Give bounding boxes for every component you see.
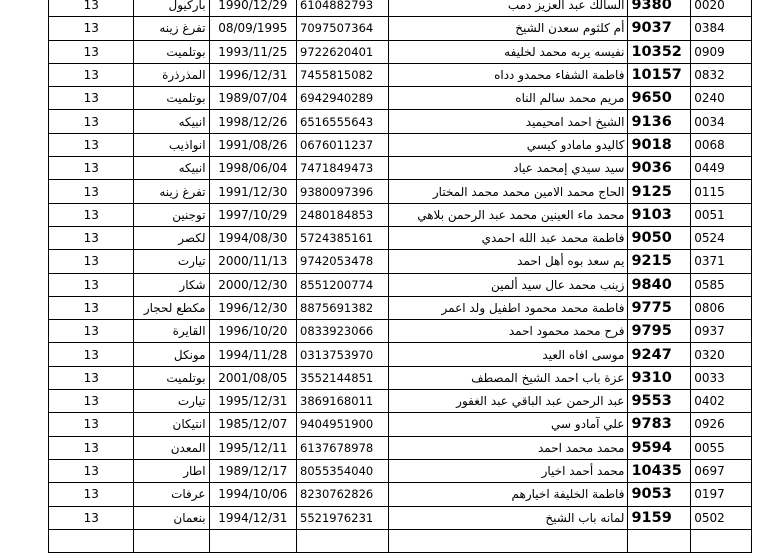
table-row [49,343,752,366]
grade-cell: 13 [49,483,134,506]
birth-date-cell: 08/09/1995 [209,17,296,40]
code-cell: 0524 [691,226,752,249]
code-cell: 0371 [691,250,752,273]
number-cell: 9553 [628,390,691,413]
table-row [49,413,752,436]
birth-date-cell: 1995/12/11 [209,436,296,459]
birth-date-cell: 1995/12/31 [209,390,296,413]
birth-date-cell: 1991/12/30 [209,180,296,203]
phone-cell [297,529,389,552]
place-cell: اطار [134,459,209,482]
phone-cell: 6942940289 [297,87,389,110]
phone-cell: 8875691382 [297,296,389,319]
number-cell: 9775 [628,296,691,319]
code-cell: 0384 [691,17,752,40]
place-cell: عرفات [134,483,209,506]
place-cell: بنعمان [134,506,209,529]
grade-cell: 13 [49,87,134,110]
name-cell: لمانه باب الشيخ [388,506,628,529]
phone-cell: 0833923066 [297,320,389,343]
code-cell: 0937 [691,320,752,343]
grade-cell: 13 [49,110,134,133]
phone-cell: 6516555643 [297,110,389,133]
phone-cell: 9742053478 [297,250,389,273]
table-row [49,273,752,296]
code-cell: 0020 [691,0,752,17]
phone-cell: 5724385161 [297,226,389,249]
place-cell: المذرذرة [134,63,209,86]
table-row [49,436,752,459]
name-cell: الحاج محمد الامين محمد محمد المختار [388,180,628,203]
number-cell: 9136 [628,110,691,133]
name-cell [388,529,628,552]
number-cell: 9159 [628,506,691,529]
code-cell: 0115 [691,180,752,203]
place-cell: بوتلميت [134,366,209,389]
birth-date-cell: 1994/10/06 [209,483,296,506]
grade-cell: 13 [49,320,134,343]
records-table [48,0,752,553]
phone-cell: 3869168011 [297,390,389,413]
number-cell: 9050 [628,226,691,249]
code-cell: 0240 [691,87,752,110]
birth-date-cell: 1996/12/30 [209,296,296,319]
birth-date-cell: 2000/11/13 [209,250,296,273]
number-cell [628,529,691,552]
birth-date-cell [209,529,296,552]
place-cell: انبيكه [134,157,209,180]
grade-cell: 13 [49,203,134,226]
table-row [49,529,752,552]
phone-cell: 2480184853 [297,203,389,226]
table-row [49,0,752,17]
table-row [49,110,752,133]
table-row [49,296,752,319]
place-cell: مونكل [134,343,209,366]
birth-date-cell: 2000/12/30 [209,273,296,296]
name-cell: الشيخ احمد امحيميد [388,110,628,133]
code-cell: 0068 [691,133,752,156]
place-cell: لكصر [134,226,209,249]
birth-date-cell: 1994/08/30 [209,226,296,249]
name-cell: نفيسه يربه محمد لخليفه [388,40,628,63]
number-cell: 9380 [628,0,691,17]
grade-cell [49,529,134,552]
birth-date-cell: 1989/07/04 [209,87,296,110]
birth-date-cell: 1994/11/28 [209,343,296,366]
code-cell: 0034 [691,110,752,133]
number-cell: 10352 [628,40,691,63]
code-cell: 0502 [691,506,752,529]
number-cell: 9594 [628,436,691,459]
table-row [49,17,752,40]
table-row [49,250,752,273]
name-cell: عبد الرحمن عبد الباقي عبد الغفور [388,390,628,413]
phone-cell: 0313753970 [297,343,389,366]
name-cell: أم كلثوم سعدن الشيخ [388,17,628,40]
grade-cell: 13 [49,63,134,86]
name-cell: فاطمة الخليفة اخيارهم [388,483,628,506]
birth-date-cell: 1991/08/26 [209,133,296,156]
phone-cell: 0676011237 [297,133,389,156]
grade-cell: 13 [49,40,134,63]
place-cell: انواذيب [134,133,209,156]
birth-date-cell: 1997/10/29 [209,203,296,226]
place-cell: مكطع لحجار [134,296,209,319]
birth-date-cell: 2001/08/05 [209,366,296,389]
birth-date-cell: 1996/10/20 [209,320,296,343]
code-cell: 0051 [691,203,752,226]
phone-cell: 8055354040 [297,459,389,482]
code-cell: 0320 [691,343,752,366]
number-cell: 9037 [628,17,691,40]
phone-cell: 5521976231 [297,506,389,529]
name-cell: محمد محمد احمد [388,436,628,459]
code-cell: 0033 [691,366,752,389]
place-cell: تفرغ زينه [134,180,209,203]
grade-cell: 13 [49,343,134,366]
place-cell: توجنين [134,203,209,226]
place-cell: بوتلميت [134,40,209,63]
code-cell: 0926 [691,413,752,436]
code-cell: 0055 [691,436,752,459]
code-cell: 0832 [691,63,752,86]
name-cell: علي آمادو سي [388,413,628,436]
place-cell [134,529,209,552]
grade-cell: 13 [49,366,134,389]
name-cell: محمد ماء العينين محمد عبد الرحمن بلاهي [388,203,628,226]
number-cell: 9310 [628,366,691,389]
name-cell: مريم محمد سالم الناه [388,87,628,110]
table-row [49,63,752,86]
grade-cell: 13 [49,226,134,249]
number-cell: 9036 [628,157,691,180]
name-cell: موسى افاه العيد [388,343,628,366]
records-table-body [49,0,752,553]
birth-date-cell: 1998/06/04 [209,157,296,180]
table-row [49,203,752,226]
code-cell: 0697 [691,459,752,482]
number-cell: 9650 [628,87,691,110]
phone-cell: 6104882793 [297,0,389,17]
grade-cell: 13 [49,133,134,156]
grade-cell: 13 [49,413,134,436]
table-row [49,366,752,389]
name-cell: سيد سيدي إمحمد عياد [388,157,628,180]
table-row [49,133,752,156]
table-row [49,180,752,203]
number-cell: 9795 [628,320,691,343]
name-cell: السالك عبد العزيز دمب [388,0,628,17]
place-cell: باركيول [134,0,209,17]
place-cell: شكار [134,273,209,296]
phone-cell: 8230762826 [297,483,389,506]
phone-cell: 6137678978 [297,436,389,459]
name-cell: فاطمة محمد عبد الله احمدي [388,226,628,249]
name-cell: محمد أحمد اخيار [388,459,628,482]
grade-cell: 13 [49,506,134,529]
code-cell: 0197 [691,483,752,506]
code-cell: 0806 [691,296,752,319]
place-cell: انبيكه [134,110,209,133]
table-row [49,483,752,506]
phone-cell: 8551200774 [297,273,389,296]
table-row [49,157,752,180]
number-cell: 10157 [628,63,691,86]
birth-date-cell: 1993/11/25 [209,40,296,63]
name-cell: فرح محمد محمود احمد [388,320,628,343]
grade-cell: 13 [49,250,134,273]
place-cell: بوتلميت [134,87,209,110]
grade-cell: 13 [49,157,134,180]
table-row [49,40,752,63]
place-cell: تفرغ زينه [134,17,209,40]
phone-cell: 7097507364 [297,17,389,40]
phone-cell: 9722620401 [297,40,389,63]
code-cell: 0909 [691,40,752,63]
number-cell: 9125 [628,180,691,203]
name-cell: كاليدو مامادو كيسي [388,133,628,156]
phone-cell: 7471849473 [297,157,389,180]
place-cell: تيارت [134,250,209,273]
phone-cell: 3552144851 [297,366,389,389]
number-cell: 9783 [628,413,691,436]
birth-date-cell: 1994/12/31 [209,506,296,529]
birth-date-cell: 1990/12/29 [209,0,296,17]
number-cell: 9247 [628,343,691,366]
table-row [49,506,752,529]
number-cell: 9840 [628,273,691,296]
name-cell: زينب محمد عال سيد ألمين [388,273,628,296]
number-cell: 9215 [628,250,691,273]
table-row [49,459,752,482]
table-row [49,390,752,413]
table-row [49,226,752,249]
place-cell: القايرة [134,320,209,343]
code-cell [691,529,752,552]
number-cell: 9018 [628,133,691,156]
number-cell: 9103 [628,203,691,226]
grade-cell: 13 [49,180,134,203]
grade-cell: 13 [49,0,134,17]
name-cell: عزة باب احمد الشيخ المصطف [388,366,628,389]
birth-date-cell: 1998/12/26 [209,110,296,133]
table-row [49,87,752,110]
birth-date-cell: 1996/12/31 [209,63,296,86]
grade-cell: 13 [49,459,134,482]
grade-cell: 13 [49,436,134,459]
birth-date-cell: 1985/12/07 [209,413,296,436]
place-cell: تيارت [134,390,209,413]
code-cell: 0585 [691,273,752,296]
phone-cell: 9380097396 [297,180,389,203]
place-cell: انتيكان [134,413,209,436]
name-cell: فاطمة محمد محمود اطفيل ولد اعمر [388,296,628,319]
birth-date-cell: 1989/12/17 [209,459,296,482]
code-cell: 0402 [691,390,752,413]
grade-cell: 13 [49,296,134,319]
grade-cell: 13 [49,273,134,296]
grade-cell: 13 [49,390,134,413]
grade-cell: 13 [49,17,134,40]
number-cell: 10435 [628,459,691,482]
name-cell: يم سعد بوه أهل احمد [388,250,628,273]
place-cell: المعدن [134,436,209,459]
phone-cell: 9404951900 [297,413,389,436]
table-row [49,320,752,343]
phone-cell: 7455815082 [297,63,389,86]
number-cell: 9053 [628,483,691,506]
code-cell: 0449 [691,157,752,180]
name-cell: فاطمة الشفاء محمدو دداه [388,63,628,86]
